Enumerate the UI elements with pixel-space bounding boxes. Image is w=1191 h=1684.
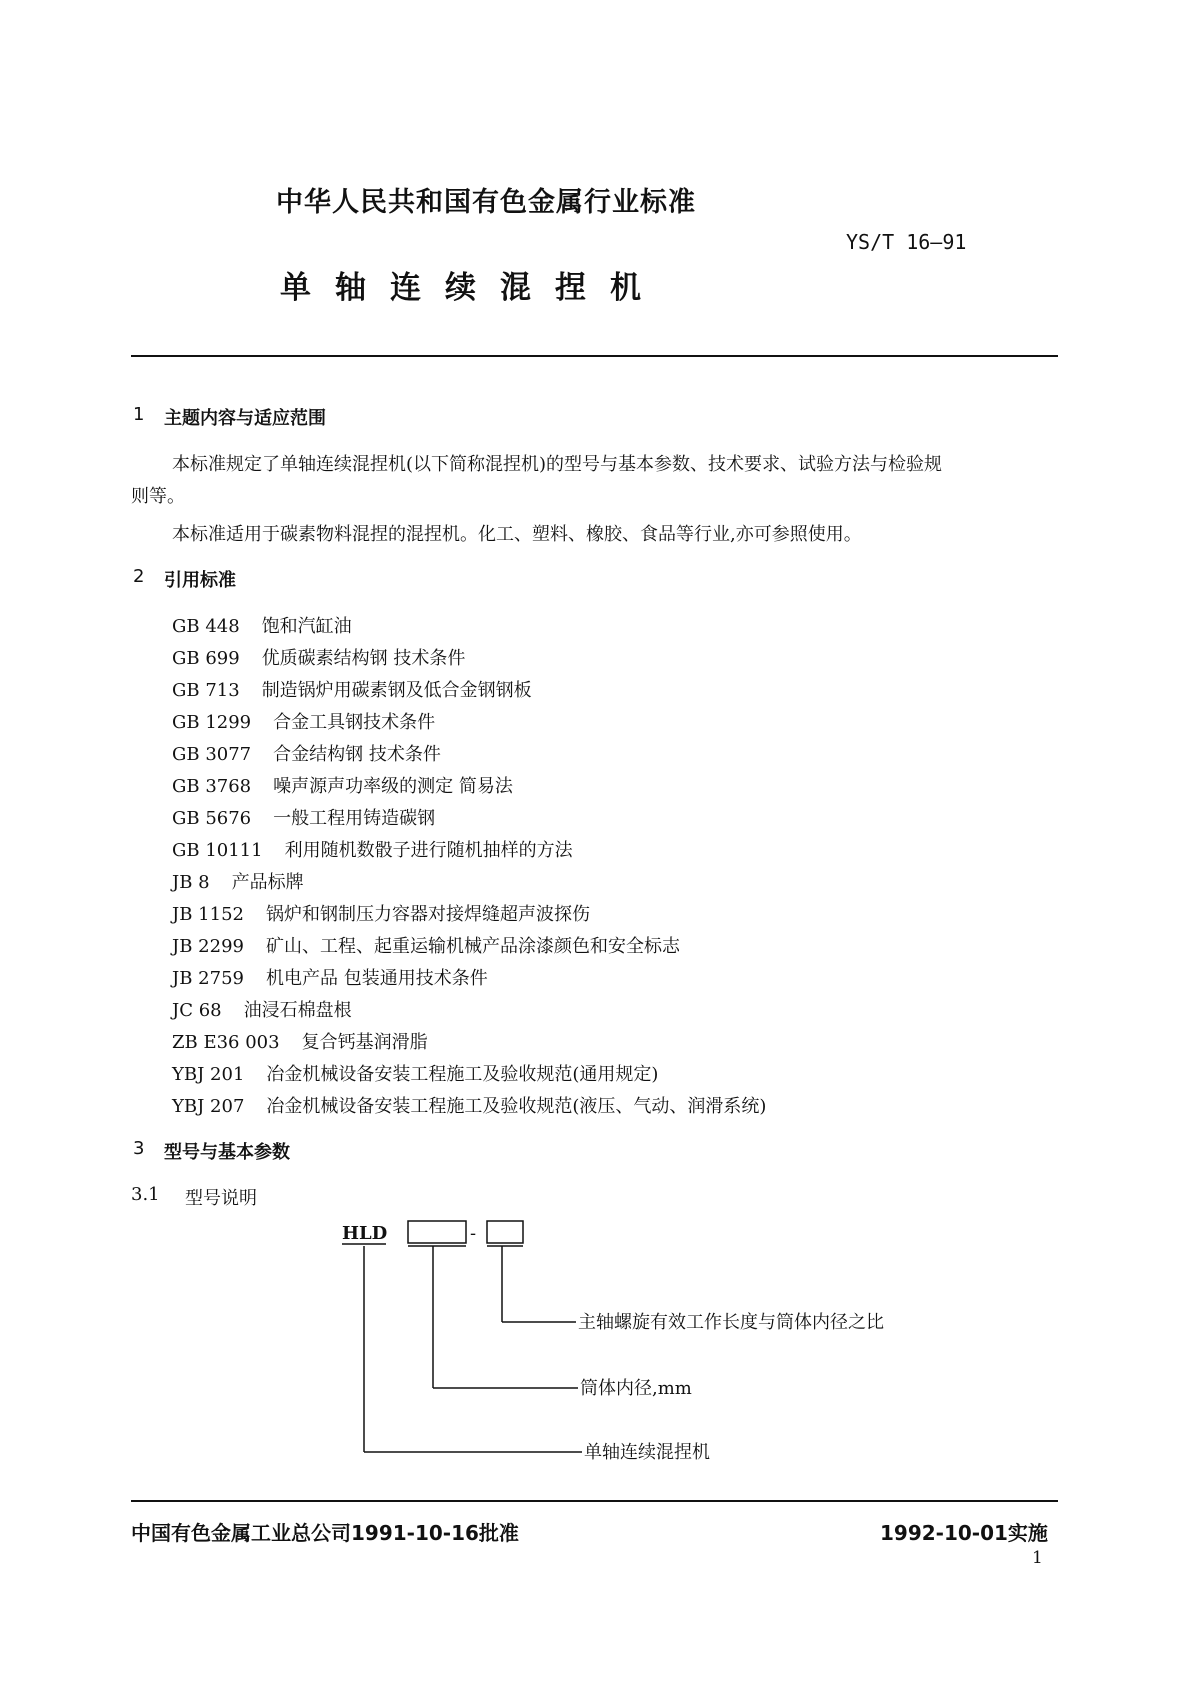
diameter-label: 筒体内径,mm [580,1378,692,1399]
reference-name: 矿山、工程、起重运输机械产品涂漆颜色和安全标志 [265,936,680,957]
reference-code: YBJ 207 [172,1096,245,1117]
reference-code: JB 8 [172,872,210,893]
page-number: 1 [1032,1548,1043,1568]
reference-name: 复合钙基润滑脂 [301,1032,428,1053]
reference-code: JB 2759 [172,968,244,989]
reference-name: 产品标牌 [231,872,304,893]
reference-code: GB 713 [172,680,240,701]
effective-date: 1992-10-01实施 [880,1521,1048,1545]
model-dash: - [470,1223,477,1244]
section-3-number: 3 [133,1138,145,1159]
reference-code: GB 10111 [172,840,263,861]
section-3-title: 型号与基本参数 [164,1142,290,1163]
reference-name: 合金工具钢技术条件 [273,712,436,733]
reference-code: ZB E36 003 [172,1032,280,1053]
approval-line: 中国有色金属工业总公司1991-10-16批准 [131,1521,519,1545]
reference-code: GB 448 [172,616,240,637]
reference-name: 油浸石棉盘根 [243,1000,352,1021]
machine-label: 单轴连续混捏机 [584,1442,710,1463]
reference-name: 机电产品 包装通用技术条件 [265,968,488,989]
reference-code: GB 3077 [172,744,252,765]
section-1-para-2: 本标准适用于碳素物料混捏的混捏机。化工、塑料、橡胶、食品等行业,亦可参照使用。 [172,524,862,545]
standard-number: YS/T 16—91 [846,230,967,254]
reference-name: 制造锅炉用碳素钢及低合金钢钢板 [261,680,532,701]
ratio-label: 主轴螺旋有效工作长度与筒体内径之比 [578,1312,884,1333]
section-1-number: 1 [133,404,145,425]
section-1-para-1-line-2: 则等。 [131,486,185,507]
reference-name: 噪声源声功率级的测定 简易法 [273,776,513,797]
issuing-body-heading: 中华人民共和国有色金属行业标准 [276,187,696,218]
model-prefix: HLD [342,1223,388,1244]
reference-name: 饱和汽缸油 [261,616,352,637]
reference-code: GB 699 [172,648,240,669]
ratio-placeholder-box [487,1221,523,1243]
reference-name: 合金结构钢 技术条件 [273,744,441,765]
section-1-para-1-line-1: 本标准规定了单轴连续混捏机(以下简称混捏机)的型号与基本参数、技术要求、试验方法与检验规 [172,454,943,475]
reference-name: 利用随机数骰子进行随机抽样的方法 [284,840,573,861]
document-title: 单轴连续混捏机 [280,270,665,306]
reference-name: 冶金机械设备安装工程施工及验收规范(液压、气动、润滑系统) [266,1096,767,1117]
section-2-number: 2 [133,566,145,587]
reference-code: JC 68 [172,1000,222,1021]
reference-code: JB 2299 [172,936,244,957]
reference-code: JB 1152 [172,904,244,925]
diameter-placeholder-box [408,1221,466,1243]
reference-name: 锅炉和钢制压力容器对接焊缝超声波探伤 [265,904,590,925]
subsection-3-1-title: 型号说明 [185,1188,257,1209]
subsection-3-1-number: 3.1 [131,1184,160,1205]
reference-code: GB 1299 [172,712,252,733]
section-2-title: 引用标准 [164,570,236,591]
reference-code: YBJ 201 [172,1064,245,1085]
reference-name: 优质碳素结构钢 技术条件 [261,648,466,669]
reference-name: 冶金机械设备安装工程施工及验收规范(通用规定) [266,1064,659,1085]
reference-code: GB 3768 [172,776,252,797]
section-1-title: 主题内容与适应范围 [164,408,326,429]
footer-divider [131,1500,1058,1502]
reference-code: GB 5676 [172,808,252,829]
reference-name: 一般工程用铸造碳钢 [273,808,436,829]
